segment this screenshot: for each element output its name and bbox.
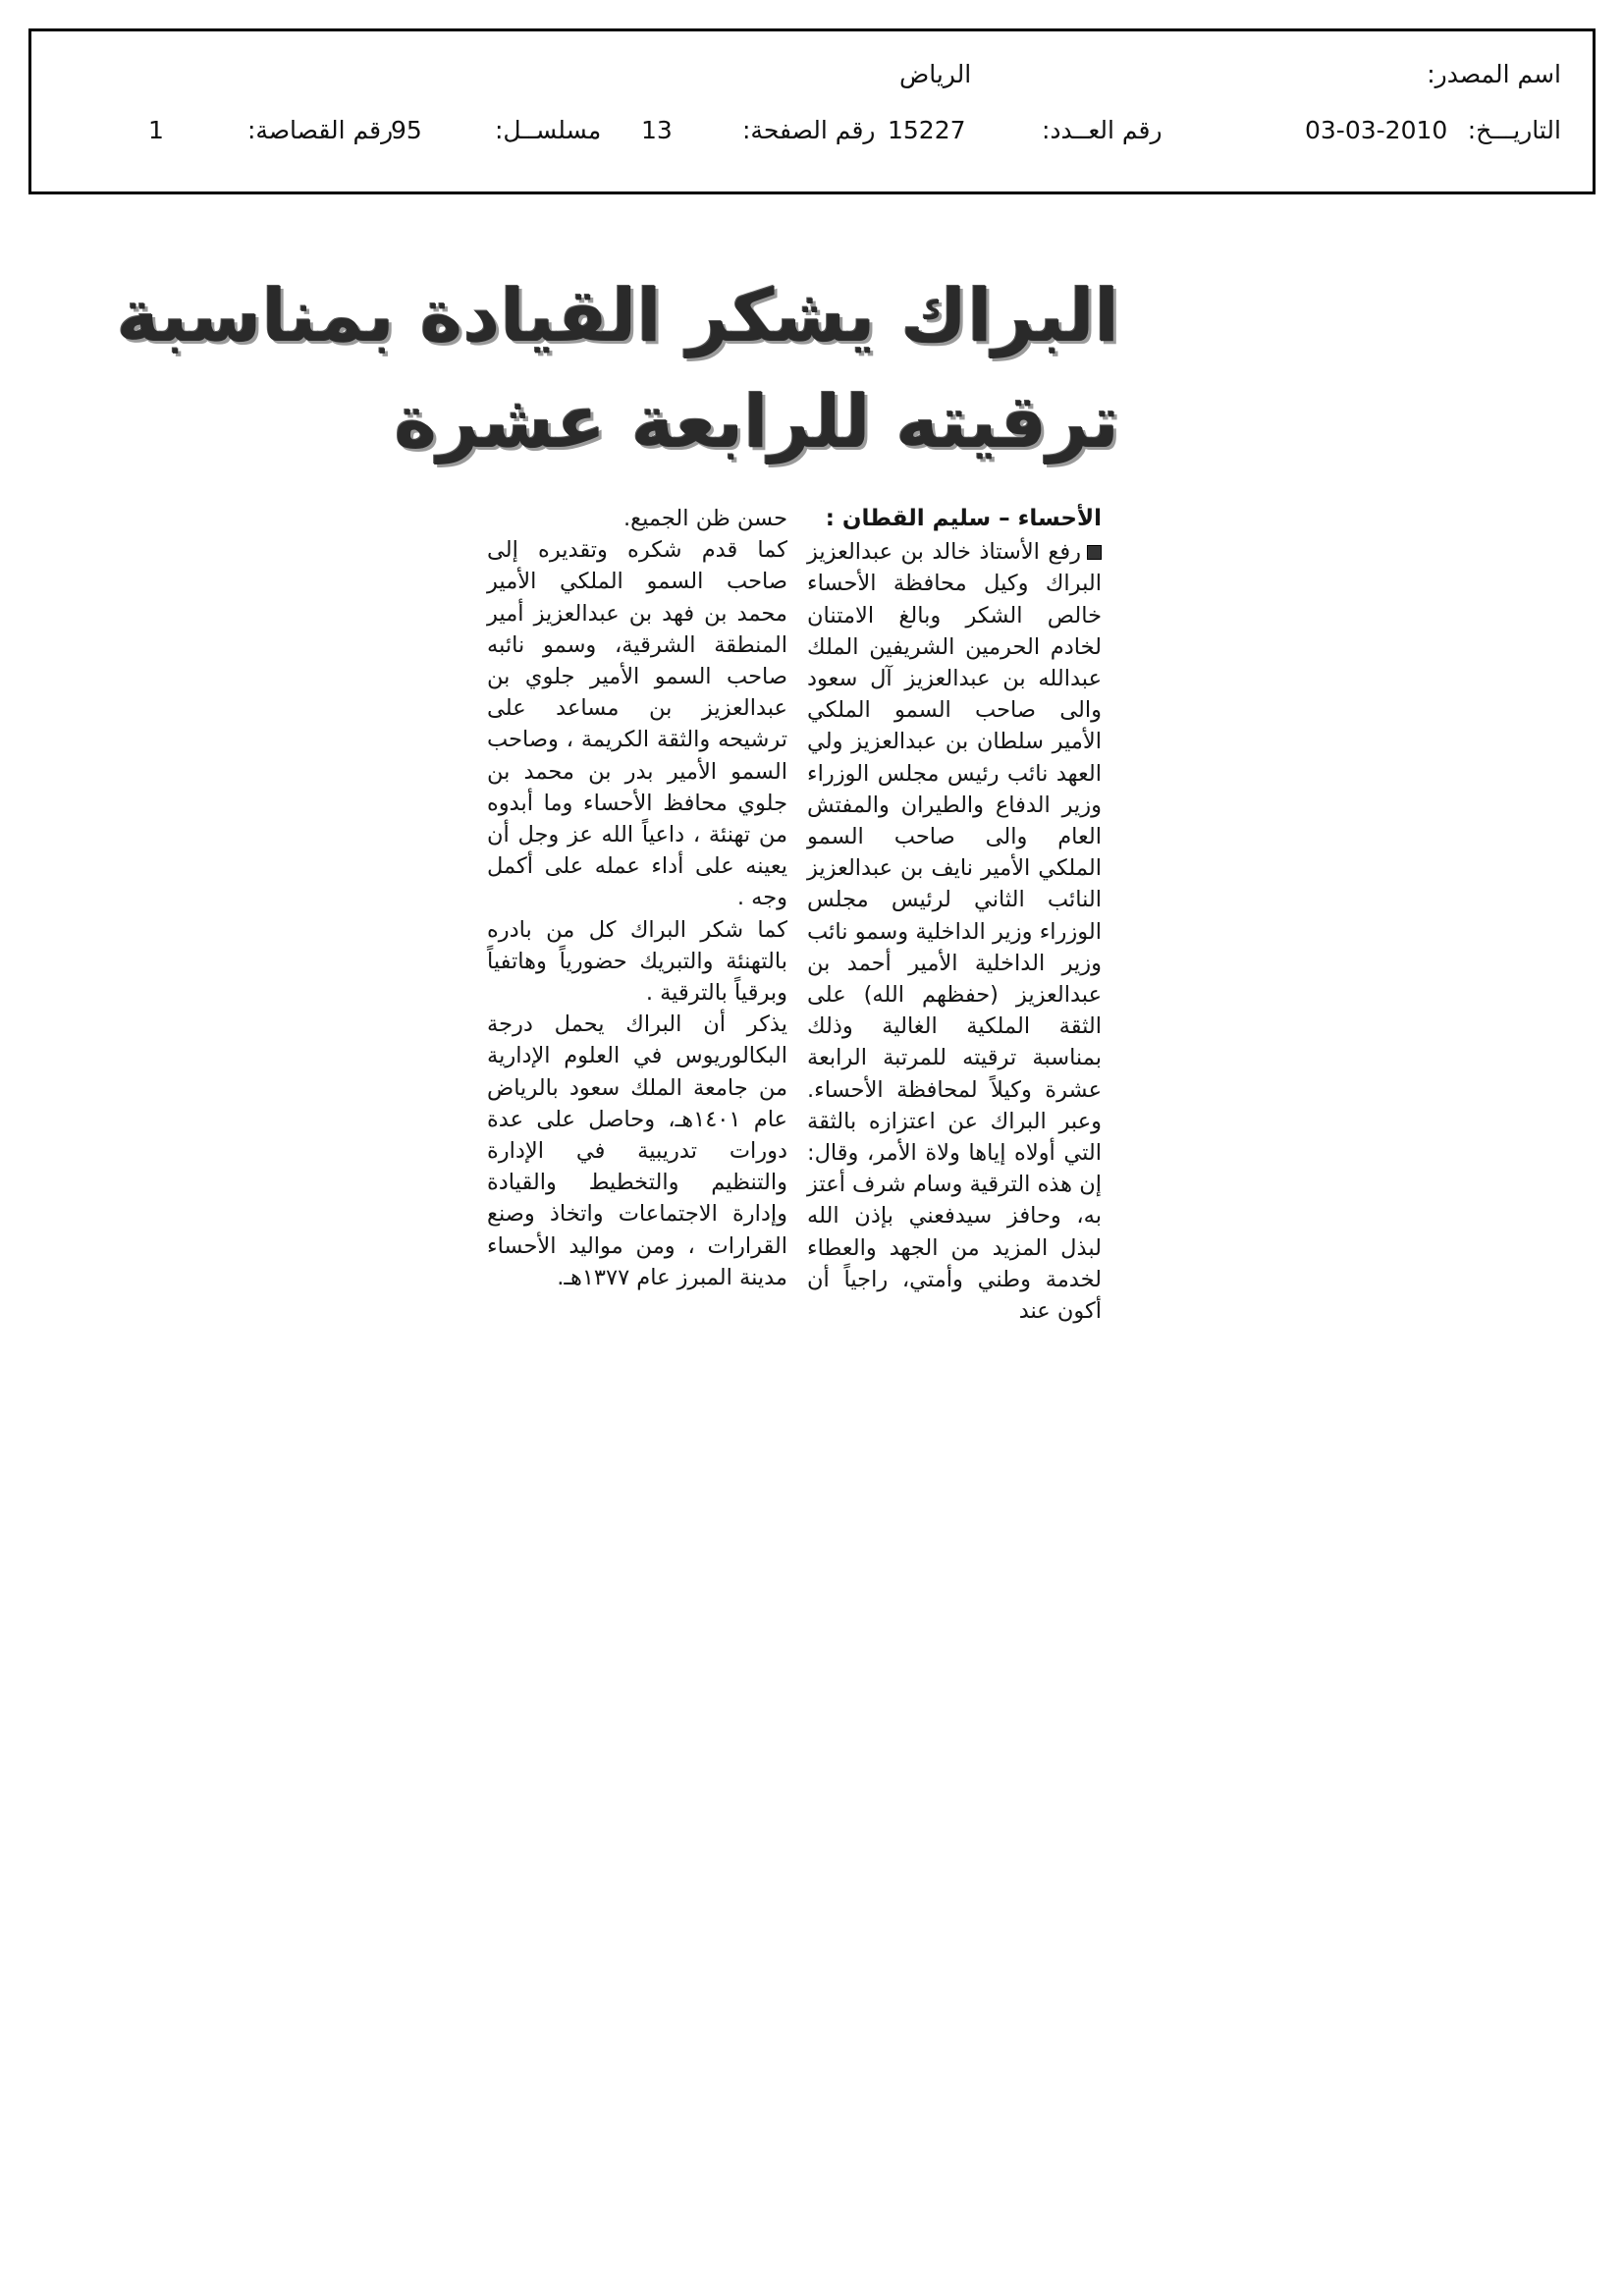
article-headline-line2: ترقيته للرابعة عشرة [394,380,1119,465]
paragraph-bullet-icon [1087,545,1102,560]
page-value: 13 [641,116,673,144]
serial-label: مسلســل: [495,116,602,144]
article-paragraph [807,536,1102,1327]
article-paragraph: حسن ظن الجميع. [622,506,787,531]
clip-label: رقم القصاصة: [247,116,394,144]
article-paragraph-text: رفع الأستاذ خالد بن عبدالعزيز البراك وكيل محافظة الأحساء خالص الشكر وبالغ الامتنان لخادم الحرمين الشريفين الملك عبدالله بن عبدالعزيز آل سعود والى صاحب السمو الملكي الأمير سلطان بن عبدالعزيز ولي العهد نائب رئيس مجلس الوزراء وزير الدفاع والطيران والمفتش العام والى صاحب السمو الملكي الأمير نايف بن عبدالعزيز النائب الثاني لرئيس مجلس الوزراء وزير الداخلية وسمو نائب وزير الداخلية الأمير أحمد بن عبدالعزيز (حفظهم الله) على الثقة الملكية الغالية وذلك بمناسبة ترقيته للمرتبة الرابعة عشرة وكيلاً لمحافظة الأحساء. وعبر البراك عن اعتزازه بالثقة التي أولاه إياها ولاة الأمر، وقال: إن هذه الترقية وسام شرف أعتز به، وحافز سيدفعني بإذن الله لبذل المزيد من الجهد والعطاء لخدمة وطني وأمتي، راجياً أن أكون عند [807,539,1102,1325]
source-value: الرياض [899,60,972,88]
page-label: رقم الصفحة: [742,116,876,144]
serial-value: 95 [391,116,422,144]
article-column-right [807,503,1102,1327]
article-paragraph: يذكر أن البراك يحمل درجة البكالوريوس في العلوم الإدارية من جامعة الملك سعود بالرياض عام ١٤٠١هـ، وحاصل على عدة دورات تدريبية في الإدارة والتنظيم والتخطيط والقيادة وإدارة الاجتماعات واتخاذ وصنع القرارات ، ومن مواليد الأحساء مدينة المبرز عام ١٣٧٧هـ. [487,1011,787,1290]
issue-label: رقم العــدد: [1042,116,1163,144]
date-label: التاريـــخ: [1467,116,1561,144]
clipping-header-box [28,28,1596,194]
date-value: 03-03-2010 [1305,116,1448,144]
source-label: اسم المصدر: [1427,60,1561,88]
issue-value: 15227 [888,116,966,144]
clip-value: 1 [148,116,164,144]
article-byline: الأحساء – سليم القطان : [825,506,1102,531]
article-paragraph: كما شكر البراك كل من بادره بالتهنئة والتبريك حضورياً وهاتفياً وبرقياً بالترقية . [487,916,787,1007]
article-headline-line1: البراك يشكر القيادة بمناسبة [116,274,1119,358]
article-column-left [487,503,787,1293]
article-paragraph: كما قدم شكره وتقديره إلى صاحب السمو الملكي الأمير محمد بن فهد بن عبدالعزيز أمير المنطقة الشرقية، وسمو نائبه صاحب السمو الأمير جلوي بن عبدالعزيز بن مساعد على ترشيحه والثقة الكريمة ، وصاحب السمو الأمير بدر بن محمد بن جلوي محافظ الأحساء وما أبدوه من تهنئة ، داعياً الله عز وجل أن يعينه على أداء عمله على أكمل وجه . [487,537,787,911]
